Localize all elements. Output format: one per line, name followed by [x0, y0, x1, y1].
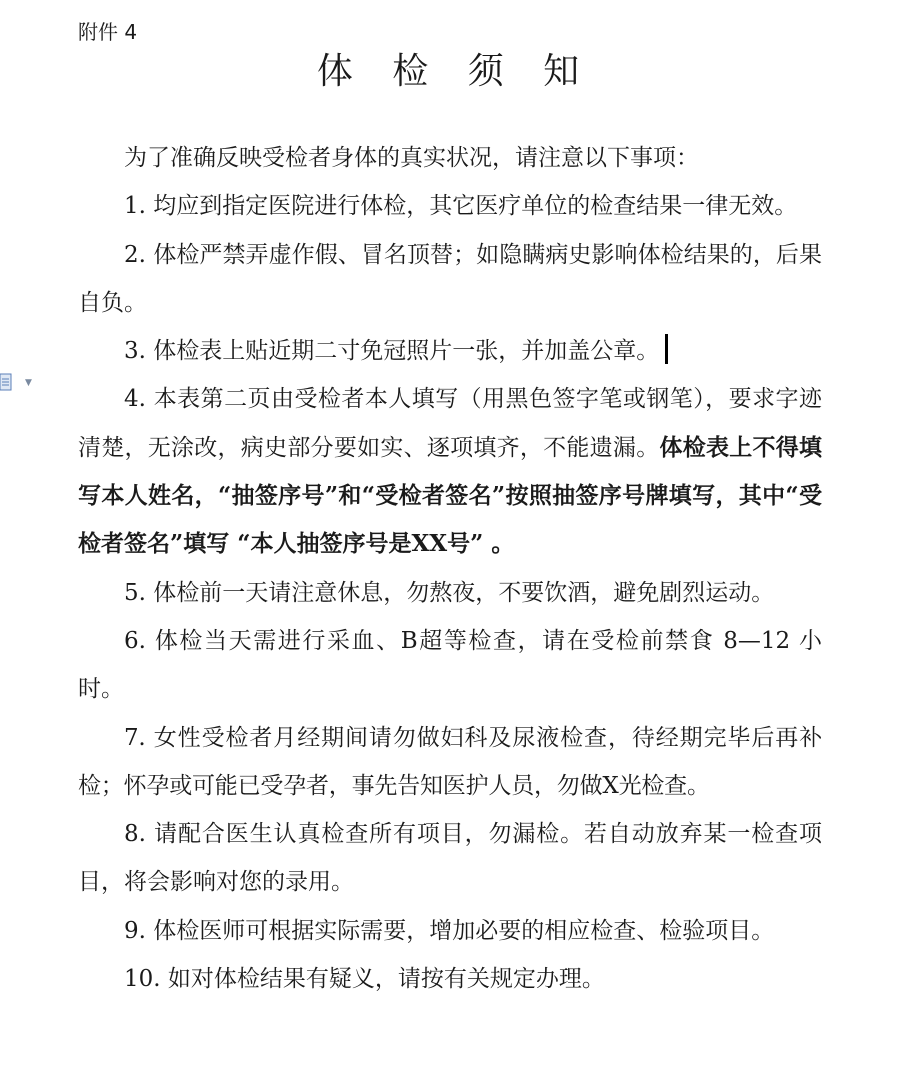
list-item: 6. 体检当天需进行采血、B超等检查，请在受检前禁食 8—12 小时。 [78, 627, 822, 703]
list-item-text: 4. 本表第二页由受检者本人填写（用黑色签字笔或钢笔），要求字迹清楚，无涂改，病史部分要如实、逐项填齐，不能遗漏。 [78, 386, 822, 461]
intro-paragraph: 为了准确反映受检者身体的真实状况，请注意以下事项： [124, 145, 699, 171]
caret-down-icon[interactable]: ▼ [25, 378, 32, 388]
list-item: 5. 体检前一天请注意休息，勿熬夜，不要饮酒，避免剧烈运动。 [124, 579, 775, 606]
list-item: 1. 均应到指定医院进行体检，其它医疗单位的检查结果一律无效。 [124, 193, 798, 220]
list-item [78, 375, 822, 568]
text-cursor [665, 334, 668, 364]
list-item [78, 327, 822, 375]
list-item: 2. 体检严禁弄虚作假、冒名顶替；如隐瞒病史影响体检结果的，后果自负。 [78, 241, 822, 316]
list-item: 10. 如对体检结果有疑义，请按有关规定办理。 [124, 966, 605, 993]
notice-body [78, 134, 822, 1003]
document-icon[interactable] [0, 372, 14, 394]
list-item-bold-text: 体检表上不得填写本人姓名，“抽签序号”和“受检者签名”按照抽签序号牌填写，其中“受检者签名”填写 “本人抽签序号是XX号” 。 [78, 433, 823, 558]
attachment-label: 附件 4 [78, 20, 138, 44]
list-item: 8. 请配合医生认真检查所有项目，勿漏检。若自动放弃某一检查项目，将会影响对您的录用。 [78, 821, 822, 896]
page-title: 体 检 须 知 [316, 51, 594, 92]
list-item: 7. 女性受检者月经期间请勿做妇科及尿液检查，待经期完毕后再补检；怀孕或可能已受孕者，事先告知医护人员，勿做X光检查。 [78, 724, 822, 799]
list-item-text: 3. 体检表上贴近期二寸免冠照片一张，并加盖公章。 [124, 338, 660, 365]
list-item: 9. 体检医师可根据实际需要，增加必要的相应检查、检验项目。 [124, 917, 775, 944]
